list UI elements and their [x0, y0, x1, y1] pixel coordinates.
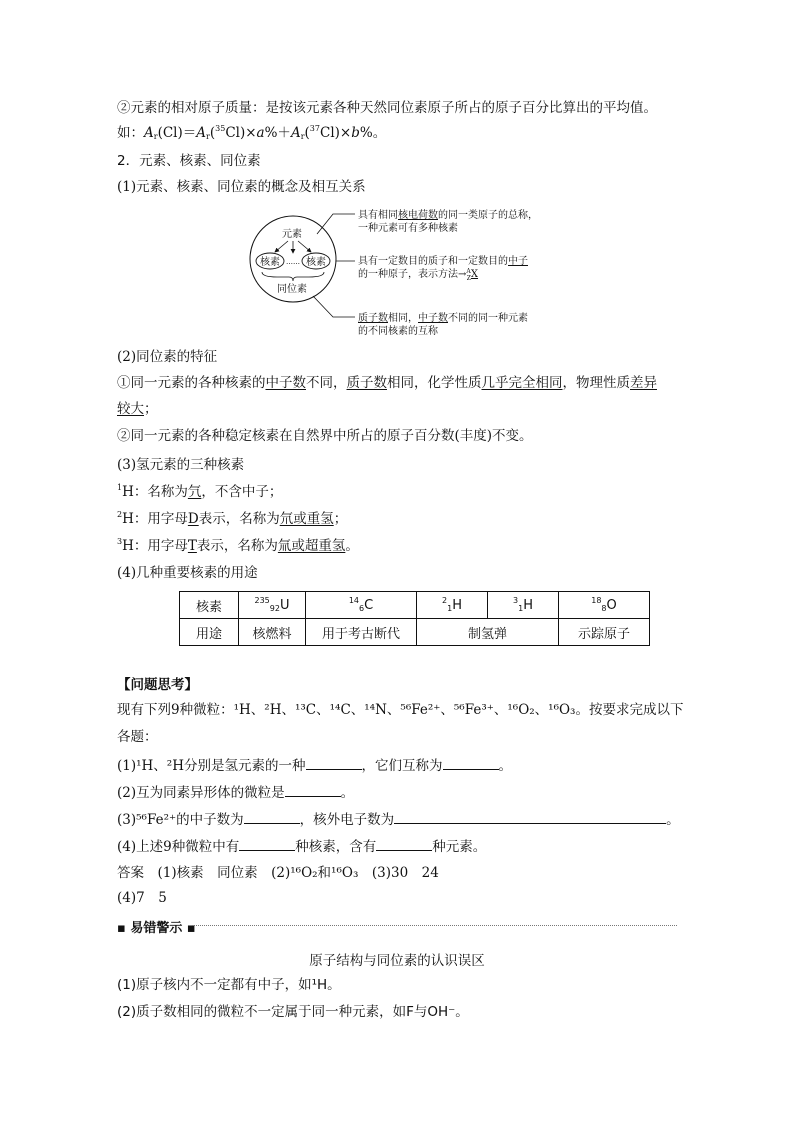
label-tongweisu: 同位素	[277, 284, 307, 295]
cell-o18: $^{18}_8$O	[559, 592, 650, 619]
note2-line2: 的一种原子，表示方法→$^A$ ZX	[358, 268, 479, 282]
label-dots: ……	[286, 258, 300, 266]
question-intro-line2: 各题：	[117, 729, 158, 745]
line-ar-formula: 如：$A_r(Cl)=A_r(^{35}Cl)\times a\%+A_r(^{37}Cl)\times b\%$。	[117, 124, 387, 141]
warning-title: 原子结构与同位素的认识误区	[309, 953, 485, 969]
answer-line2: (4)7 5	[117, 890, 167, 906]
label-yuansu: 元素	[282, 229, 302, 240]
hydrogen-2: $^2$H：用字母D表示，名称为氘或重氢；	[117, 510, 348, 527]
warning-item-1: (1)原子核内不一定都有中子，如¹H。	[117, 977, 341, 993]
nuclide-table	[179, 591, 650, 646]
question-4: (4)上述9种微粒中有 种核素，含有 种元素。	[117, 839, 487, 855]
subheading-4: (4)几种重要核素的用途	[117, 565, 258, 581]
leader-3	[313, 296, 355, 317]
question-2: (2)互为同素异形体的微粒是 。	[117, 785, 355, 801]
line-relative-atomic-mass: ②元素的相对原子质量：是按该元素各种天然同位素原子所占的原子百分比算出的平均值。	[117, 100, 657, 116]
blank-1[interactable]	[306, 757, 362, 770]
arrow-left	[275, 241, 288, 252]
cell-use-u: 核燃料	[239, 619, 306, 646]
table-row	[180, 619, 650, 646]
cell-use-c: 用于考古断代	[306, 619, 417, 646]
leader-1	[317, 214, 355, 234]
cell-h3: $^3_1$H	[488, 592, 559, 619]
blank-2[interactable]	[443, 757, 499, 770]
note3-line1: 质子数相同，中子数不同的同一种元素	[358, 313, 528, 324]
blank-7[interactable]	[376, 838, 432, 851]
label-hesu-left: 核素	[260, 257, 280, 268]
feature-2: ②同一元素的各种稳定核素在自然界中所占的原子百分数(丰度)不变。	[117, 428, 533, 444]
warning-divider	[192, 925, 677, 926]
cell-h2: $^2_1$H	[417, 592, 488, 619]
cell-use-h: 制氢弹	[417, 619, 559, 646]
note2-line1: 具有一定数目的质子和一定数目的中子	[358, 256, 528, 267]
warning-item-2: (2)质子数相同的微粒不一定属于同一种元素，如F与OH⁻。	[117, 1004, 469, 1020]
note1-line2: 一种元素可有多种核素	[358, 223, 458, 234]
label-hesu-right: 核素	[306, 257, 326, 268]
warning-bar	[117, 916, 677, 936]
oval-left	[256, 253, 284, 269]
question-intro-line1: 现有下列9种微粒：¹H、²H、¹³C、¹⁴C、¹⁴N、⁵⁶Fe²⁺、⁵⁶Fe³⁺、¹⁶O₂、¹⁶O₃。按要求完成以下	[117, 702, 684, 718]
note1-line1: 具有相同核电荷数的同一类原子的总称，	[358, 210, 538, 221]
oval-right	[302, 253, 330, 269]
subheading-1: (1)元素、核素、同位素的概念及相互关系	[117, 179, 366, 195]
question-1: (1)¹H、²H分别是氢元素的一种 ，它们互称为 。	[117, 758, 512, 774]
subheading-2: (2)同位素的特征	[117, 349, 218, 365]
blank-3[interactable]	[285, 784, 341, 797]
note3-line2: 的不同核素的互称	[358, 326, 438, 337]
answer-line1: 答案 (1)核素 同位素 (2)¹⁶O₂和¹⁶O₃ (3)30 24	[117, 865, 439, 881]
cell-c14: $^{14}_6$C	[306, 592, 417, 619]
cell-label-use: 用途	[180, 619, 239, 646]
arrow-right	[298, 241, 311, 252]
warning-label: ▪ 易错警示 ▪	[117, 921, 196, 936]
outer-circle	[250, 216, 336, 302]
section-heading-2: 2．元素、核素、同位素	[117, 153, 261, 169]
hydrogen-3: $^3$H：用字母T表示，名称为氚或超重氢。	[117, 537, 359, 554]
table-row	[180, 592, 650, 619]
question-3: (3)⁵⁶Fe²⁺的中子数为 ，核外电子数为 。	[117, 812, 680, 828]
question-title: 【问题思考】	[117, 677, 198, 693]
hydrogen-1: $^1$H：名称为氕，不含中子；	[117, 483, 283, 500]
cell-u235: $^{235}_{92}$U	[239, 592, 306, 619]
subheading-3: (3)氢元素的三种核素	[117, 457, 245, 473]
cell-use-o: 示踪原子	[559, 619, 650, 646]
brace	[262, 272, 324, 281]
feature-1-line1: ①同一元素的各种核素的中子数不同，质子数相同，化学性质几乎完全相同，物理性质差异	[117, 375, 657, 391]
blank-6[interactable]	[239, 838, 295, 851]
blank-4[interactable]	[244, 811, 300, 824]
blank-5[interactable]	[394, 811, 666, 824]
feature-1-line2: 较大；	[117, 401, 158, 417]
cell-label-nuclide: 核素	[180, 592, 239, 619]
